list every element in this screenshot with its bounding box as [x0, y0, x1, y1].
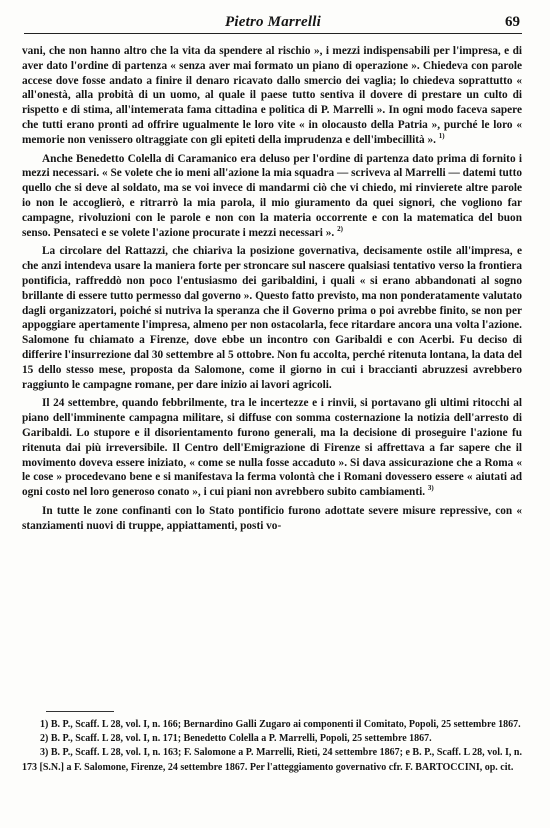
paragraph-text: Il 24 settembre, quando febbrilmente, tra le incertezze e i rinvii, si portavano gli ultimi ritocchi al piano dell'imminente campagna militare, si diffuse con somma costernazione la notizia dell'arresto di Garibaldi. Lo stupore e il disorientamento furono generali, ma la decisione di proseguire l'azione fu ritenuta dai più irreversibile. Il Centro dell'Emigrazione di Firenze si affrettava a far sapere che il movimento doveva essere iniziato, « come se nulla fosse accaduto ». Si dava assicurazione che a Roma « le cose » procedevano bene e si manifestava la ferma volontà che i Romani dovessero essere « aiutati ad ogni costo nel loro generoso conato », i cui piani non avrebbero subito cambiamenti.: [22, 397, 522, 499]
footnote-separator: [46, 711, 114, 712]
paragraph-text: La circolare del Rattazzi, che chiariva la posizione governativa, decisamente ostile all'impresa, e che anzi intendeva usare la maniera forte per stroncare sul nascere qualsiasi tentativo verso la frontiera pontificia, raffreddò non poco l'entusiasmo dei garibaldini, i quali « si erano abbandonati al sogno brillante di essere tutto permesso dal governo ». Questo fatto previsto, ma non ponderatamente valutato dagli organizzatori, poiché si nutriva la speranza che il Governo prima o poi avrebbe finito, se non per appoggiare apertamente l'impresa, almeno per non ostacolarla, fece ritardare ancora una volta l'azione. Salomone fu chiamato a Firenze, dove ebbe un incontro con Garibaldi e con Acerbi. Fu deciso di differire l'insurrezione dal 30 settembre al 5 ottobre. Non fu accolta, perché ritenuta lontana, la data del 15 dello stesso mese, proposta da Salomone, come il giorno in cui i braccianti abruzzesi avrebbero raggiunto le campagne romane, per dare inizio ai lavori agricoli.: [22, 245, 522, 391]
note-reference: 1): [438, 132, 445, 141]
page-number: 69: [505, 14, 520, 30]
paragraph: [22, 244, 522, 392]
footnote: 3) B. P., Scaff. L 28, vol. I, n. 163; F. Salomone a P. Marrelli, Rieti, 24 settembre 1867; e B. P., Scaff. L 28, vol. I, n. 173 [S.N.] a F. Salomone, Firenze, 24 settembre 1867. Per l'atteggiamento governativo cfr. F. BARTOCCINI, op. cit.: [22, 747, 522, 773]
page-header: [24, 11, 522, 34]
note-reference: 2): [337, 224, 343, 233]
running-title: Pietro Marrelli: [225, 14, 321, 30]
footnote: 2) B. P., Scaff. L 28, vol. I, n. 171; Benedetto Colella a P. Marrelli, Popoli, 25 settembre 1867.: [40, 733, 432, 745]
footnote: 1) B. P., Scaff. L 28, vol. I, n. 166; Bernardino Galli Zugaro ai componenti il Comitato, Popoli, 25 settembre 1867.: [40, 719, 521, 730]
paragraph: [22, 396, 522, 500]
paragraph-text: In tutte le zone confinanti con lo Stato pontificio furono adottate severe misure repressive, con « stanziamenti nuovi di truppe, appiattamenti, posti vo-: [22, 504, 522, 532]
paragraph: [22, 504, 522, 534]
paragraph: [22, 44, 522, 148]
footnotes: [22, 718, 522, 775]
main-text: [22, 44, 522, 538]
note-reference: 3): [427, 484, 434, 493]
paragraph-text: Anche Benedetto Colella di Caramanico era deluso per l'ordine di partenza dato prima di fornito i mezzi necessari. « Se volete che io meni all'azione la mia squadra — scriveva al Marrelli — datemi tutto quello che si deve al soldato, ma se voi invece di mandarmi ciò che vi chiedo, mi rinvierete altre parole io non le accoglierò, e ritrarrò la mia parola, il mio giuramento da quei signori, che vogliono far campagne, rivoluzioni con le parole e non con la materia occorrente e con la matematica del buon senso. Pensateci e se volete l'azione procurate i mezzi necessari ».: [22, 152, 522, 239]
paragraph: [22, 152, 522, 241]
paragraph-text: vani, che non hanno altro che la vita da spendere al rischio », i mezzi indispensabili per l'impresa, e di aver dato l'ordine di partenza « senza aver mai formato un piano di operazione ». Chiedeva con parole accese dove fosse andato a finire il denaro ricavato dallo smercio dei vaglia; lo chiedeva soprattutto « all'onestà, alla probità di un uomo, al quale il paese tutto sentiva il dovere di prestare un culto di rispetto e di stima, all'intemerata fama cittadina e politica di P. Marrelli ». In ogni modo faceva sapere che tutti erano pronti ad offrire ugualmente le loro vite « in olocausto della Patria », purché le loro « memorie non venissero oltraggiate con gli epiteti della imprudenza e dell'imbecillità ».: [22, 45, 522, 146]
